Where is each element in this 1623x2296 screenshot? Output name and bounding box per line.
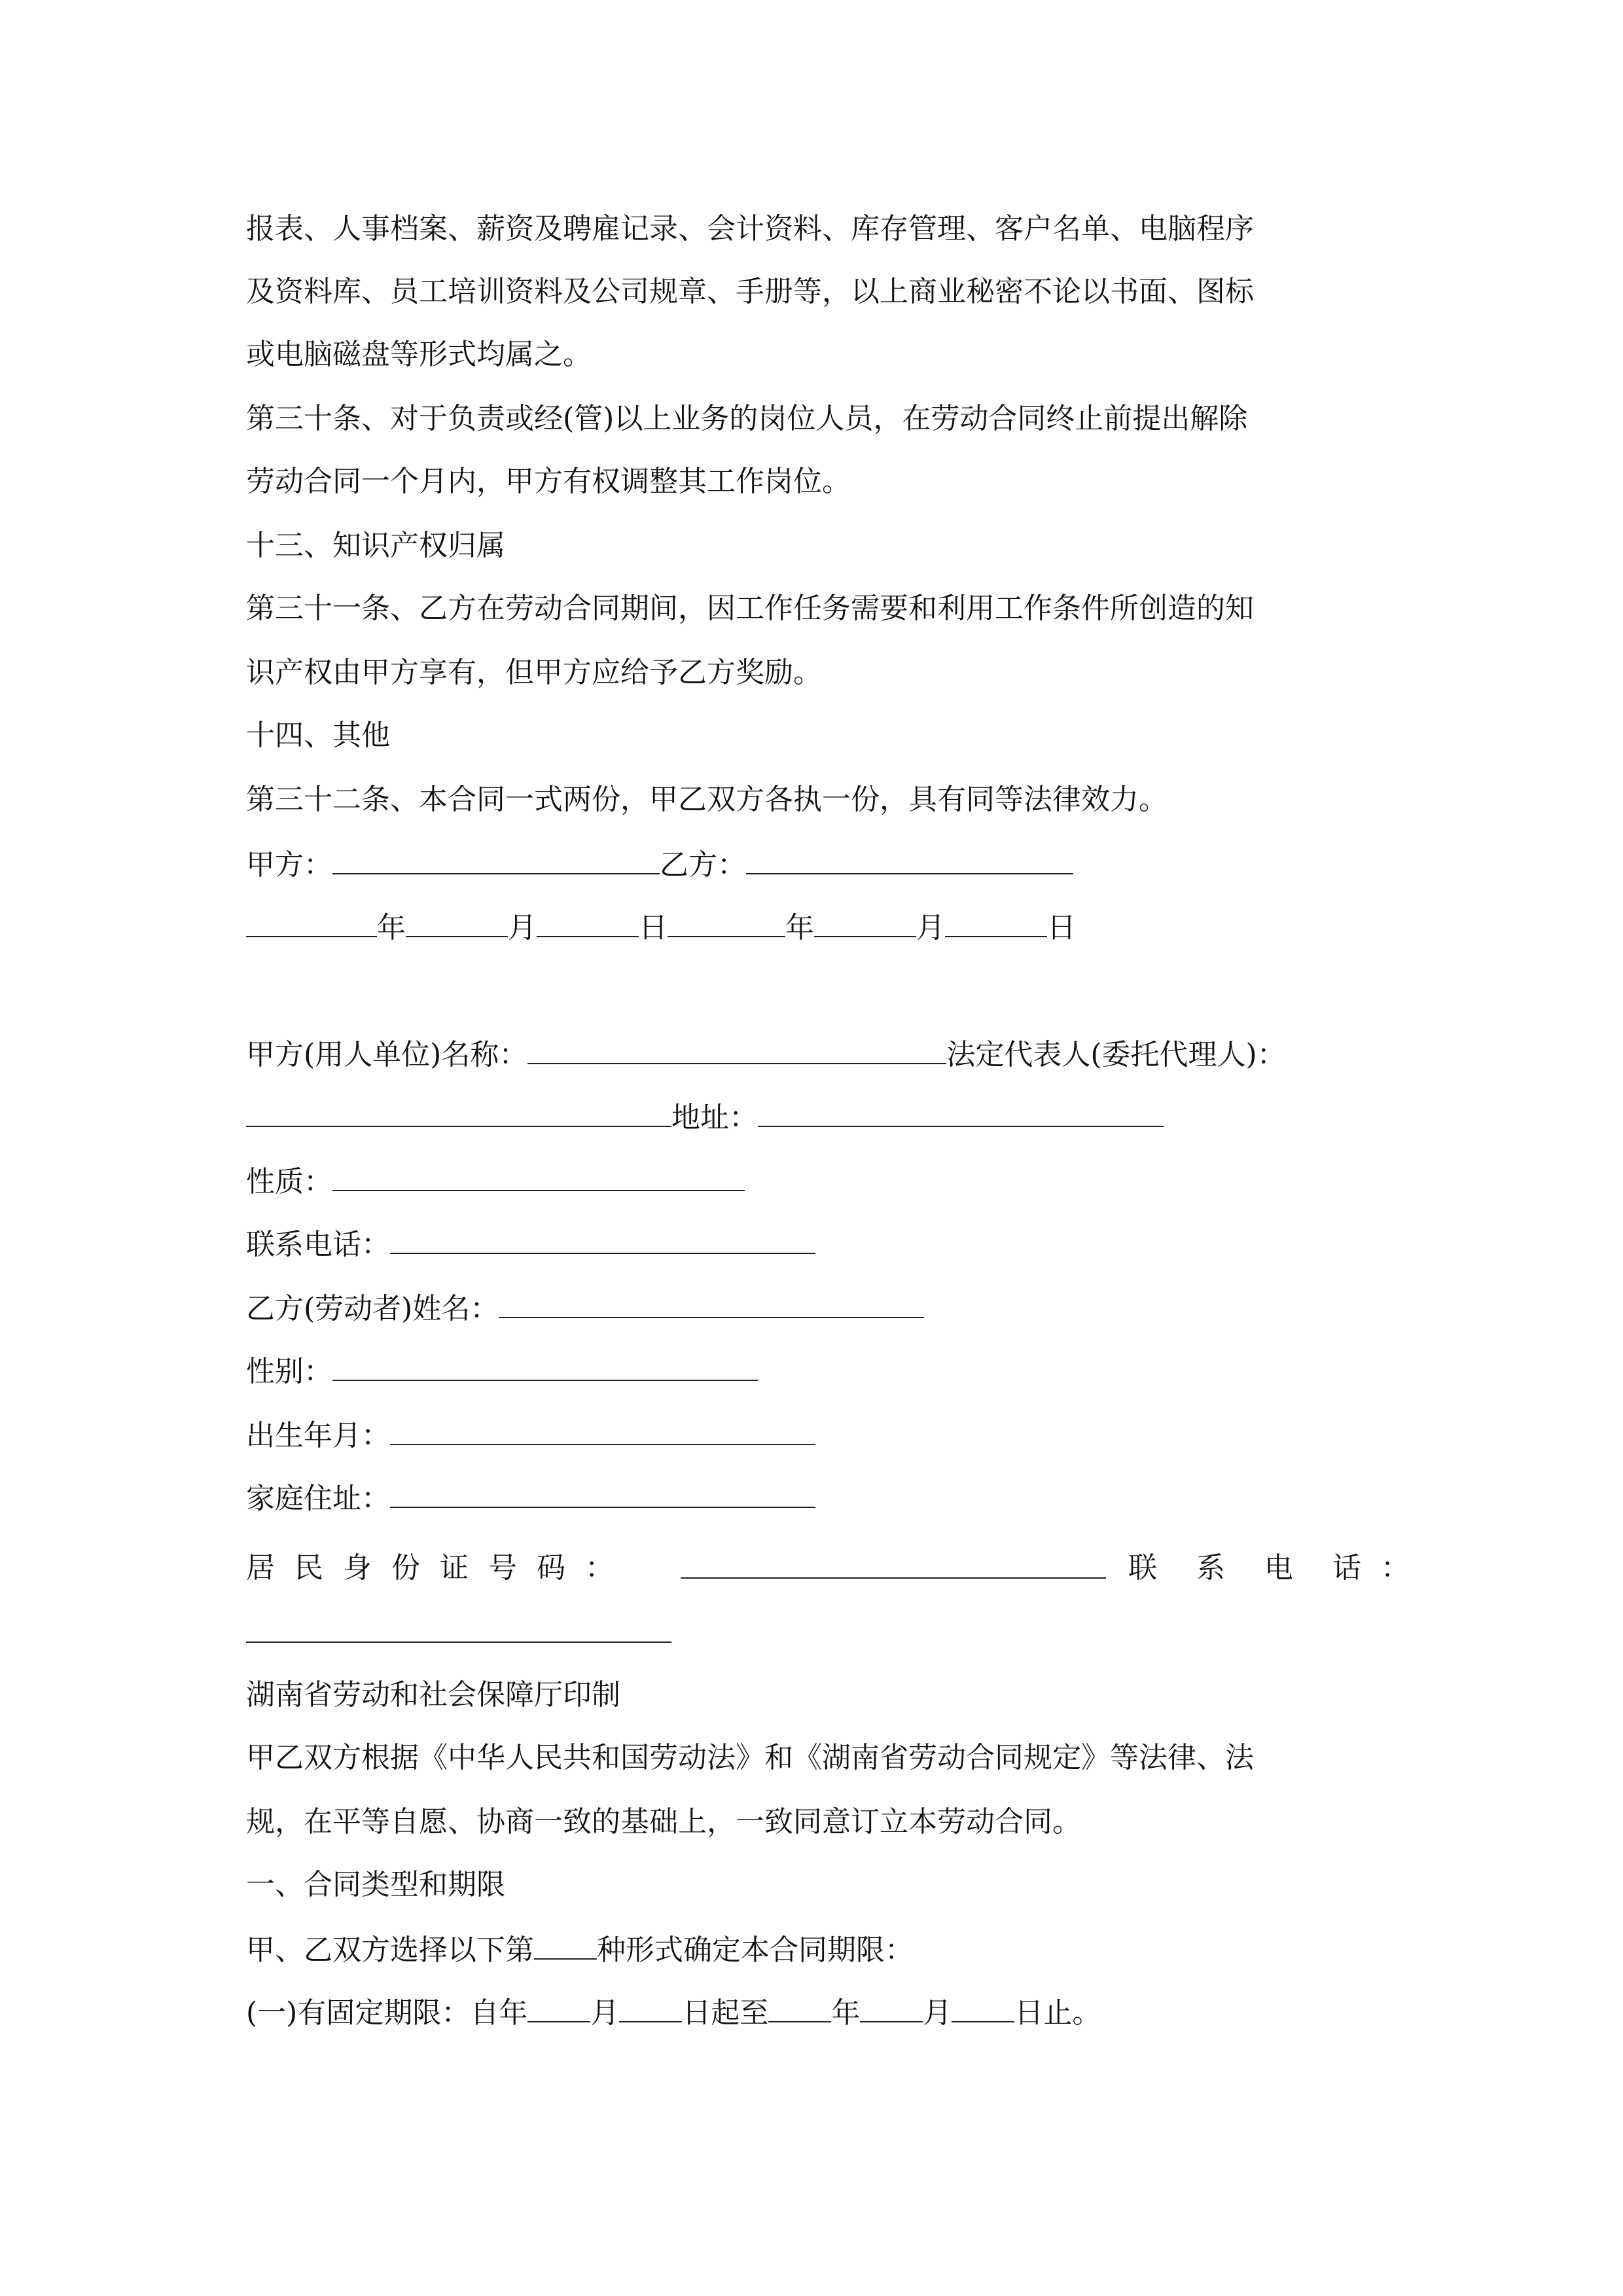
id-char: 证 (440, 1551, 469, 1585)
intro-line-1: 甲乙双方根据《中华人民共和国劳动法》和《湖南省劳动合同规定》等法律、法 (246, 1741, 1254, 1774)
article-30-line-2: 劳动合同一个月内，甲方有权调整其工作岗位。 (246, 465, 851, 498)
phone-label: 联系电话： (246, 1228, 390, 1261)
paragraph-line: 或电脑磁盘等形式均属之。 (246, 338, 592, 371)
address-label: 地址： (671, 1101, 758, 1134)
fixed-month2-label: 月 (923, 1996, 952, 2030)
id-number-blank[interactable] (681, 1549, 1106, 1579)
article-31-line-1: 第三十一条、乙方在劳动合同期间，因工作任务需要和利用工作条件所创造的知 (246, 592, 1254, 625)
section-14-heading: 十四、其他 (246, 719, 390, 752)
year-blank[interactable] (246, 907, 377, 937)
phone-char: 联 (1128, 1551, 1157, 1585)
home-address-label: 家庭住址： (246, 1482, 390, 1515)
birth-blank[interactable] (390, 1415, 815, 1445)
home-address-row (246, 1478, 815, 1518)
article-31-line-2: 识产权由甲方享有，但甲方应给予乙方奖励。 (246, 656, 822, 689)
fixed-month-label: 月 (590, 1996, 620, 2030)
id-char: 民 (294, 1551, 323, 1585)
printer-note: 湖南省劳动和社会保障厅印制 (246, 1678, 620, 1712)
employer-name-label: 甲方(用人单位)名称： (246, 1038, 528, 1071)
article-30-line-1: 第三十条、对于负责或经(管)以上业务的岗位人员，在劳动合同终止前提出解除 (246, 402, 1248, 435)
address-blank[interactable] (758, 1097, 1164, 1127)
year-label: 年 (377, 911, 406, 944)
signature-row (246, 844, 1073, 885)
fixed-end-label: 日止。 (1014, 1996, 1101, 2030)
employer-name-row (246, 1034, 1286, 1075)
day-blank[interactable] (537, 907, 639, 937)
date-row (246, 907, 1076, 948)
choose-form-row (246, 1929, 914, 1970)
address-row (246, 1097, 1164, 1138)
section-1-heading: 一、合同类型和期限 (246, 1868, 505, 1901)
gender-label: 性别： (246, 1355, 332, 1388)
nature-label: 性质： (246, 1165, 332, 1198)
form-number-blank[interactable] (534, 1929, 597, 1960)
phone-char: 系 (1196, 1551, 1225, 1585)
nature-blank[interactable] (332, 1161, 745, 1191)
phone-char: 话 (1332, 1551, 1361, 1585)
id-char: 号 (488, 1551, 517, 1585)
intro-line-2: 规，在平等自愿、协商一致的基础上，一致同意订立本劳动合同。 (246, 1805, 1081, 1839)
gender-row (246, 1351, 758, 1391)
month-blank[interactable] (406, 907, 508, 937)
year-label-2: 年 (785, 911, 814, 944)
birth-row (246, 1415, 815, 1456)
id-number-label (246, 1549, 618, 1588)
id-char: 居 (246, 1551, 275, 1585)
legal-rep-label: 法定代表人(委托代理人)： (946, 1038, 1286, 1071)
party-b-blank[interactable] (746, 844, 1073, 874)
day-blank-2[interactable] (945, 907, 1047, 937)
end-year-blank[interactable] (768, 1992, 831, 2022)
fixed-year-label: 年 (831, 1996, 861, 2030)
article-32-line: 第三十二条、本合同一式两份，甲乙双方各执一份，具有同等法律效力。 (246, 783, 1168, 816)
choose-text-a: 甲、乙双方选择以下第 (246, 1933, 534, 1967)
day-label: 日 (639, 911, 668, 944)
start-day-blank[interactable] (619, 1992, 682, 2022)
phone-blank[interactable] (390, 1224, 815, 1254)
legal-rep-blank[interactable] (246, 1097, 671, 1127)
phone-char: 电 (1264, 1551, 1293, 1585)
employee-name-row (246, 1288, 924, 1329)
id-char: 身 (343, 1551, 372, 1585)
party-b-label: 乙方： (660, 848, 746, 882)
phone-char: ： (1381, 1551, 1410, 1585)
nature-row (246, 1161, 745, 1202)
month-label: 月 (508, 911, 537, 944)
party-a-label: 甲方： (246, 848, 332, 882)
end-day-blank[interactable] (952, 1992, 1014, 2022)
fixed-term-label: (一)有固定期限：自年 (246, 1996, 528, 2030)
fixed-term-row (246, 1992, 1101, 2033)
choose-text-b: 种形式确定本合同期限： (597, 1933, 914, 1967)
employer-name-blank[interactable] (527, 1034, 946, 1064)
month-label-2: 月 (916, 911, 945, 944)
end-month-blank[interactable] (860, 1992, 923, 2022)
start-month-blank[interactable] (527, 1992, 590, 2022)
home-address-blank[interactable] (390, 1478, 815, 1508)
paragraph-line: 报表、人事档案、薪资及聘雇记录、会计资料、库存管理、客户名单、电脑程序 (246, 212, 1254, 245)
paragraph-line: 及资料库、员工培训资料及公司规章、手册等，以上商业秘密不论以书面、图标 (246, 275, 1254, 308)
employee-name-label: 乙方(劳动者)姓名： (246, 1292, 499, 1325)
year-blank-2[interactable] (668, 907, 785, 937)
month-blank-2[interactable] (814, 907, 916, 937)
contact-phone-label (1128, 1549, 1410, 1588)
id-char: ： (585, 1551, 614, 1585)
fixed-day-start-label: 日起至 (682, 1996, 769, 2030)
birth-label: 出生年月： (246, 1419, 390, 1452)
phone-row (246, 1224, 815, 1265)
employee-name-blank[interactable] (499, 1288, 924, 1318)
contact-phone-blank[interactable] (246, 1613, 671, 1643)
id-char: 码 (537, 1551, 565, 1585)
party-a-blank[interactable] (332, 844, 660, 874)
id-char: 份 (391, 1551, 420, 1585)
gender-blank[interactable] (332, 1351, 758, 1381)
section-13-heading: 十三、知识产权归属 (246, 529, 505, 562)
day-label-2: 日 (1047, 911, 1076, 944)
